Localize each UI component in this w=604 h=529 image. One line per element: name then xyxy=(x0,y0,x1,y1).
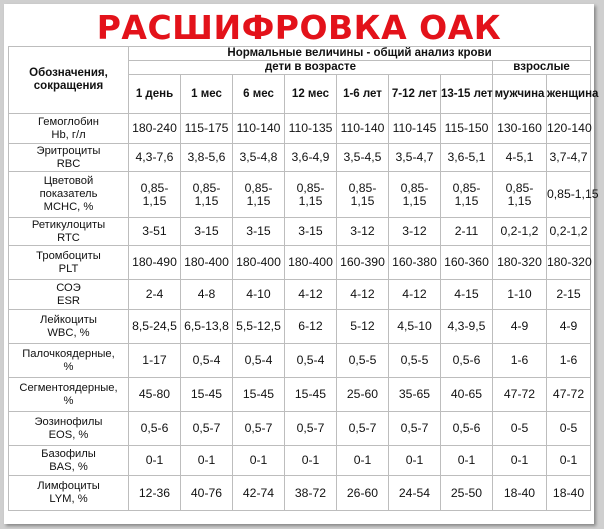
value-cell: 1-6 xyxy=(547,344,591,378)
value-cell: 0,5-6 xyxy=(441,344,493,378)
age-header: 6 мес xyxy=(233,75,285,114)
parameter-name: Лейкоциты WBC, % xyxy=(9,310,129,344)
page-title: РАСШИФРОВКА ОАК xyxy=(96,8,502,47)
value-cell: 40-65 xyxy=(441,378,493,412)
parameter-name: Сегментоядерные, % xyxy=(9,378,129,412)
value-cell: 47-72 xyxy=(547,378,591,412)
blood-test-table xyxy=(8,46,599,511)
value-cell: 0,85- 1,15 xyxy=(441,172,493,218)
value-cell: 180-320 xyxy=(547,246,591,280)
value-cell: 0,5-5 xyxy=(337,344,389,378)
value-cell: 0,85- 1,15 xyxy=(285,172,337,218)
table-row xyxy=(9,172,591,218)
value-cell: 4,5-10 xyxy=(389,310,441,344)
value-cell: 2-15 xyxy=(547,280,591,310)
value-cell: 0-1 xyxy=(389,446,441,476)
value-cell: 0,5-7 xyxy=(181,412,233,446)
table-row xyxy=(9,310,591,344)
value-cell: 110-145 xyxy=(389,114,441,144)
age-header: 1 день xyxy=(129,75,181,114)
value-cell: 15-45 xyxy=(233,378,285,412)
age-header: 7-12 лет xyxy=(389,75,441,114)
value-cell: 160-390 xyxy=(337,246,389,280)
value-cell: 0,5-4 xyxy=(233,344,285,378)
value-cell: 3-12 xyxy=(389,218,441,246)
value-cell: 15-45 xyxy=(181,378,233,412)
table-row xyxy=(9,114,591,144)
value-cell: 3-15 xyxy=(181,218,233,246)
value-cell: 4,3-9,5 xyxy=(441,310,493,344)
value-cell: 0-1 xyxy=(547,446,591,476)
value-cell: 0,5-4 xyxy=(285,344,337,378)
value-cell: 0-1 xyxy=(181,446,233,476)
value-cell: 0,85- 1,15 xyxy=(129,172,181,218)
document-page xyxy=(4,4,599,524)
table-row xyxy=(9,218,591,246)
value-cell: 110-140 xyxy=(337,114,389,144)
value-cell: 4-15 xyxy=(441,280,493,310)
value-cell: 4-12 xyxy=(389,280,441,310)
value-cell: 0,85- 1,15 xyxy=(181,172,233,218)
value-cell: 4,3-7,6 xyxy=(129,144,181,172)
value-cell: 160-360 xyxy=(441,246,493,280)
value-cell: 0-5 xyxy=(493,412,547,446)
value-cell: 3,5-4,5 xyxy=(337,144,389,172)
value-cell: 4-8 xyxy=(181,280,233,310)
value-cell: 5,5-12,5 xyxy=(233,310,285,344)
value-cell: 0,85- 1,15 xyxy=(389,172,441,218)
parameter-name: Эозинофилы EOS, % xyxy=(9,412,129,446)
value-cell: 0-1 xyxy=(493,446,547,476)
parameter-name: СОЭ ESR xyxy=(9,280,129,310)
value-cell: 180-490 xyxy=(129,246,181,280)
value-cell: 12-36 xyxy=(129,476,181,511)
parameter-name: Гемоглобин Hb, г/л xyxy=(9,114,129,144)
value-cell: 180-400 xyxy=(233,246,285,280)
value-cell: 6,5-13,8 xyxy=(181,310,233,344)
value-cell: 0,85-1,15 xyxy=(547,172,591,218)
value-cell: 4-5,1 xyxy=(493,144,547,172)
value-cell: 8,5-24,5 xyxy=(129,310,181,344)
table-row xyxy=(9,378,591,412)
value-cell: 120-140 xyxy=(547,114,591,144)
value-cell: 0-1 xyxy=(285,446,337,476)
value-cell: 24-54 xyxy=(389,476,441,511)
value-cell: 0,5-7 xyxy=(337,412,389,446)
value-cell: 3,7-4,7 xyxy=(547,144,591,172)
parameter-name: Тромбоциты PLT xyxy=(9,246,129,280)
table-row xyxy=(9,246,591,280)
age-header: мужчина xyxy=(493,75,547,114)
value-cell: 0,5-5 xyxy=(389,344,441,378)
value-cell: 26-60 xyxy=(337,476,389,511)
value-cell: 45-80 xyxy=(129,378,181,412)
value-cell: 1-6 xyxy=(493,344,547,378)
value-cell: 3,5-4,7 xyxy=(389,144,441,172)
value-cell: 0,2-1,2 xyxy=(493,218,547,246)
value-cell: 115-150 xyxy=(441,114,493,144)
table-row xyxy=(9,144,591,172)
value-cell: 180-320 xyxy=(493,246,547,280)
value-cell: 130-160 xyxy=(493,114,547,144)
value-cell: 180-400 xyxy=(285,246,337,280)
value-cell: 42-74 xyxy=(233,476,285,511)
value-cell: 3-15 xyxy=(285,218,337,246)
adults-header: взрослые xyxy=(493,61,591,75)
value-cell: 0,5-4 xyxy=(181,344,233,378)
value-cell: 3-15 xyxy=(233,218,285,246)
value-cell: 0,5-6 xyxy=(441,412,493,446)
age-header: 13-15 лет xyxy=(441,75,493,114)
table-row xyxy=(9,280,591,310)
value-cell: 4-12 xyxy=(337,280,389,310)
value-cell: 0-1 xyxy=(233,446,285,476)
value-cell: 3-12 xyxy=(337,218,389,246)
value-cell: 3,5-4,8 xyxy=(233,144,285,172)
age-header: 12 мес xyxy=(285,75,337,114)
value-cell: 0,5-6 xyxy=(129,412,181,446)
value-cell: 0-1 xyxy=(337,446,389,476)
value-cell: 0,85- 1,15 xyxy=(233,172,285,218)
value-cell: 180-400 xyxy=(181,246,233,280)
age-header: 1-6 лет xyxy=(337,75,389,114)
value-cell: 110-135 xyxy=(285,114,337,144)
parameter-name: Ретикулоциты RTC xyxy=(9,218,129,246)
value-cell: 35-65 xyxy=(389,378,441,412)
value-cell: 25-50 xyxy=(441,476,493,511)
value-cell: 4-12 xyxy=(285,280,337,310)
value-cell: 47-72 xyxy=(493,378,547,412)
parameter-name: Палочкоядерные, % xyxy=(9,344,129,378)
value-cell: 0-1 xyxy=(129,446,181,476)
value-cell: 0-1 xyxy=(441,446,493,476)
parameter-name: Базофилы BAS, % xyxy=(9,446,129,476)
value-cell: 25-60 xyxy=(337,378,389,412)
value-cell: 18-40 xyxy=(493,476,547,511)
value-cell: 3,6-5,1 xyxy=(441,144,493,172)
value-cell: 180-240 xyxy=(129,114,181,144)
value-cell: 5-12 xyxy=(337,310,389,344)
value-cell: 4-9 xyxy=(547,310,591,344)
value-cell: 2-4 xyxy=(129,280,181,310)
table-row xyxy=(9,344,591,378)
value-cell: 3,6-4,9 xyxy=(285,144,337,172)
parameter-name: Лимфоциты LYM, % xyxy=(9,476,129,511)
value-cell: 15-45 xyxy=(285,378,337,412)
normal-values-header: Нормальные величины - общий анализ крови xyxy=(129,47,591,61)
value-cell: 1-17 xyxy=(129,344,181,378)
table-row xyxy=(9,446,591,476)
value-cell: 0,5-7 xyxy=(285,412,337,446)
value-cell: 110-140 xyxy=(233,114,285,144)
value-cell: 160-380 xyxy=(389,246,441,280)
value-cell: 3,8-5,6 xyxy=(181,144,233,172)
value-cell: 4-9 xyxy=(493,310,547,344)
value-cell: 4-10 xyxy=(233,280,285,310)
header-row-top xyxy=(9,47,591,61)
value-cell: 0,5-7 xyxy=(233,412,285,446)
value-cell: 38-72 xyxy=(285,476,337,511)
value-cell: 6-12 xyxy=(285,310,337,344)
value-cell: 18-40 xyxy=(547,476,591,511)
value-cell: 0-5 xyxy=(547,412,591,446)
age-header: женщина xyxy=(547,75,591,114)
value-cell: 2-11 xyxy=(441,218,493,246)
age-header: 1 мес xyxy=(181,75,233,114)
value-cell: 40-76 xyxy=(181,476,233,511)
value-cell: 1-10 xyxy=(493,280,547,310)
value-cell: 115-175 xyxy=(181,114,233,144)
corner-header: Обозначения, сокращения xyxy=(9,47,129,114)
value-cell: 0,5-7 xyxy=(389,412,441,446)
value-cell: 0,2-1,2 xyxy=(547,218,591,246)
parameter-name: Цветовой показатель MCHC, % xyxy=(9,172,129,218)
children-header: дети в возрасте xyxy=(129,61,493,75)
parameter-name: Эритроциты RBC xyxy=(9,144,129,172)
value-cell: 0,85- 1,15 xyxy=(337,172,389,218)
table-row xyxy=(9,476,591,511)
value-cell: 0,85- 1,15 xyxy=(493,172,547,218)
table-row xyxy=(9,412,591,446)
value-cell: 3-51 xyxy=(129,218,181,246)
